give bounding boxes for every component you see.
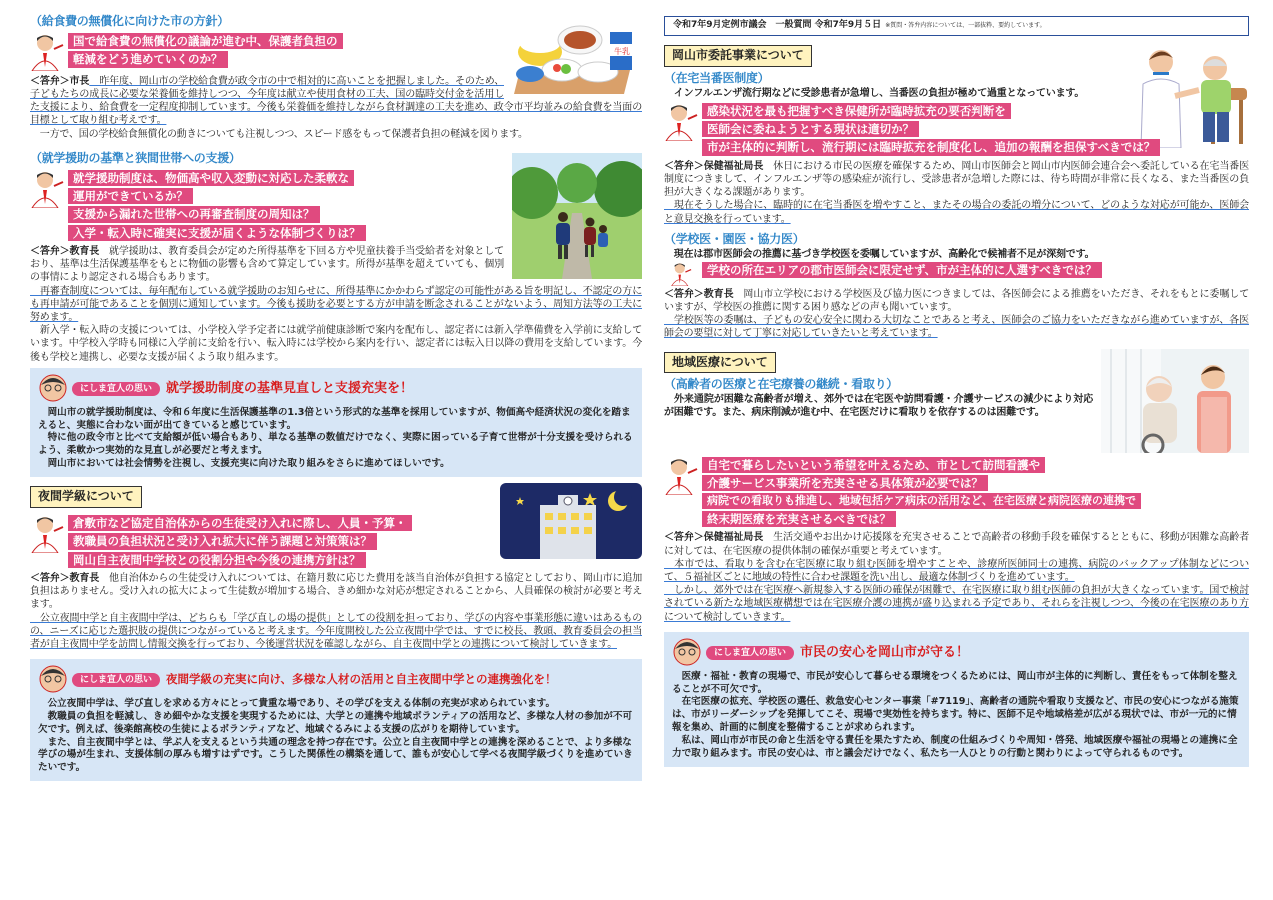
question-text: 医師会に委ねようとする現状は適切か？	[702, 121, 919, 137]
councilor-opinion-box	[30, 368, 642, 477]
opinion-label: にしま宣人の思い	[72, 382, 160, 396]
opinion-paragraph: 岡山市においては社会情勢を注視し、支援充実に向けた取り組みをさらに進めてほしいです。	[38, 458, 450, 470]
answer-text	[664, 288, 1249, 341]
answer-paragraph: 本市では、看取りを含む在宅医療に取り組む医師を増やすことや、診療所医師同士の連携、病院のバックアップ体制などについて、５福祉区ごとに地域の特性に合わせ課題を洗い出し、最適な体制づくりを進めています。	[664, 558, 1249, 583]
answer-body: 生活交通やお出かけ応援隊を充実させることで高齢者の移動手段を確保するとともに、移動が困難な高齢者に対しては、在宅医療の提供体制の確保が重要と考えています。	[664, 532, 1249, 557]
opinion-paragraph: 私は、岡山市が市民の命と生活を守る責任を果たすため、制度の仕組みづくりや周知・啓発、地域医療や福祉の現場との連携に全力で取り組みます。市民の安心は、市と議会だけでなく、私たち一人ひとりの行動と関わりによって守られるものです。	[672, 734, 1238, 759]
opinion-title: 就学援助制度の基準見直しと支援充実を！	[166, 381, 414, 397]
opinion-paragraph: 特に他の政令市と比べて支給額が低い場合もあり、単なる基準の数値だけでなく、実際に困っている子育て世帯が十分支援を受けられるよう、柔軟かつ実効的な見直しが必要だと考えます。	[38, 432, 633, 457]
councilor-avatar-icon	[30, 170, 64, 208]
councilor-avatar-icon	[664, 457, 698, 495]
question-text: 国で給食費の無償化の議論が進む中、保護者負担の	[68, 33, 343, 49]
answer-paragraph: しかし、郊外では在宅医療へ新規参入する医師の確保が困難で、在宅医療に取り組む医師の負担が大きくなっています。国で検討されている新たな地域医療構想では在宅医療介護の連携が盛り込まれる予定であり、それらを注視しつつ、今後の在宅医療のあり方について検討していきます。	[664, 585, 1249, 623]
answer-paragraph: 再審査制度については、毎年配布している就学援助のお知らせに、所得基準にかかわらず認定の可能性がある旨を明記し、不認定の方にも再申請が可能であることを個別に通知しています。今後も援助を必要とする方が申請を断念されることがないよう、周知方法等の工夫に努めます。	[30, 285, 642, 324]
answer-text	[30, 572, 642, 651]
answer-label: ＜答弁＞保健福祉局長	[664, 160, 764, 172]
councilor-avatar-icon	[672, 637, 702, 669]
answer-body: 就学援助は、教育委員会が定めた所得基準を下回る方や児童扶養手当受給者を対象としており、基準は生活保護基準をもとに物価の影響も含めて算定しています。所得が基準を超えていても、個別の事情により認定される場合もあります。	[30, 246, 504, 284]
question-block	[664, 262, 1249, 286]
school-aid-section	[30, 151, 642, 364]
section-heading: 岡山市委託事業について	[664, 45, 812, 67]
question-text: 感染状況を最も把握すべき保健所が臨時拡充の要否判断を	[702, 103, 1011, 119]
caregiver-photo	[1101, 349, 1249, 453]
question-text: 終末期医療を充実させるべきでは？	[702, 511, 896, 527]
opinion-paragraph: 公立夜間中学は、学び直しを求める方々にとって貴重な場であり、その学びを支える体制の充実が求められています。	[38, 698, 556, 710]
left-column	[30, 14, 642, 886]
answer-paragraph: 現在そうした場合に、臨時的に在宅当番医を増やすこと、またその場合の委託の増分について、どのような対応が可能か、医師会と意見交換を行っています。	[664, 200, 1249, 225]
councilor-avatar-icon	[30, 515, 64, 553]
answer-paragraph: 公立夜間中学と自主夜間中学は、どちらも「学び直しの場の提供」としての役割を担っており、学びの内容や事業形態に違いはあるものの、ニーズに応じた選択肢の提供につながっていると考えます。今年度開校した公立夜間中学では、すでに校長、教頭、教育委員会の担当者が自主夜間中学を訪問し情報交換を行っており、今後運営状況を確認しながら、自主夜間中学との連携について検討していきます。	[30, 612, 642, 650]
opinion-label: にしま宣人の思い	[72, 673, 160, 687]
answer-body: 他自治体からの生徒受け入れについては、在籍月数に応じた費用を該当自治体が負担する協定としており、岡山市に追加負担はありません。受け入れの拡大によって生徒数が増加する場合、きめ細かな対応が想定されることから、人員確保の検討が必要と考えます。	[30, 572, 642, 611]
section-title: （就学援助の基準と狭間世帯への支援）	[30, 150, 241, 165]
answer-text	[664, 160, 1249, 226]
section-title: （給食費の無償化に向けた市の方針）	[30, 14, 229, 28]
section-title: （高齢者の医療と在宅療養の継続・看取り）	[664, 377, 899, 392]
home-doctor-section	[664, 16, 1249, 226]
question-text: 岡山自主夜間中学校との役割分担や今後の連携方針は？	[68, 552, 366, 568]
question-text: 支援から漏れた世帯への再審査制度の周知は？	[68, 206, 320, 222]
right-column	[664, 14, 1249, 886]
question-block	[664, 103, 1156, 156]
lunch-section	[30, 14, 642, 141]
school-doctor-section	[664, 232, 1249, 341]
answer-label: ＜答弁＞教育長	[30, 572, 100, 584]
question-block	[30, 33, 504, 71]
section-heading: 夜間学級について	[30, 486, 142, 508]
answer-paragraph: 新入学・転入時の支援については、小学校入学予定者には就学前健康診断で案内を配布し、認定者には新入学準備費を入学前に支給しています。中学校入学時も同様に入学前に支給を行い、転入時には学校から案内を行い、認定者には転入日以降の費用を支給しています。今後も学校と連携し、必要な支援が届くよう取り組みます。	[30, 325, 642, 363]
answer-label: ＜答弁＞教育長	[30, 246, 100, 258]
councilor-avatar-icon	[30, 33, 64, 71]
meeting-title: 令和7年9月定例市議会 一般質問 令和7年9月５日	[673, 20, 882, 30]
councilor-avatar-icon	[38, 373, 68, 405]
question-text: 教職員の負担状況と受け入れ拡大に伴う課題と対策策は？	[68, 533, 377, 549]
section-title: （在宅当番医制度）	[664, 70, 770, 85]
question-intro: 現在は郡市医師会の推薦に基づき学校医を委嘱していますが、高齢化で候補者不足が深刻です。	[664, 248, 1095, 260]
councilor-avatar-icon	[664, 103, 698, 141]
answer-label: ＜答弁＞教育長	[664, 288, 734, 300]
question-text: 病院での看取りも推進し、地域包括ケア病床の活用など、在宅医療と病院医療の連携で	[702, 493, 1141, 509]
opinion-title: 市民の安心を岡山市が守る！	[800, 645, 970, 661]
question-block	[664, 457, 1249, 528]
meeting-header	[664, 16, 1249, 36]
opinion-paragraph: また、自主夜間中学とは、学ぶ人を支えるという共通の理念を持つ存在です。公立と自主夜間中学との連携を深めることで、より多様な学びの場が生まれ、支援体制の厚みも増すはずです。こうした関係性の構築を通して、誰もが安心して学べる夜間学級づくりを進めていきたいです。	[38, 736, 633, 774]
regional-medicine-section	[664, 349, 1249, 624]
answer-label: ＜答弁＞市長	[30, 75, 90, 87]
answer-paragraph: 学校医等の委嘱は、子どもの安心安全に関わる大切なことであると考え、医師会のご協力をいただきながら進めていますが、各医師会の要望に対して丁寧に対応していきたいと考えています。	[664, 315, 1249, 340]
question-text: 運用ができているか？	[68, 188, 193, 204]
question-text: 市が主体的に判断し、流行期には臨時拡充を制度化し、追加の報酬を担保すべきでは？	[702, 139, 1160, 155]
answer-body: 昨年度、岡山市の学校給食費が政令市の中で相対的に高いことを把握しました。そのため、子どもたちの成長に必要な栄養価を維持しつつ、今年度は献立や使用食材の工夫、国の臨時交付金を活用した支援により、給食費を一定程度抑制しています。今後も栄養価を維持しながら食材調達の工夫を進め、政令市平均並みの給食費を当面の目標として取り組む考えです。	[30, 75, 642, 127]
answer-text	[664, 531, 1249, 623]
question-intro: 外来通院が困難な高齢者が増え、郊外では在宅医や訪問看護・介護サービスの減少により対応が困難です。また、病床削減が進む中、在宅医だけに看取りを依存するのは困難です。	[664, 394, 1093, 419]
meeting-note: ※質問・答弁内容については、一部抜粋、要約しています。	[885, 22, 1046, 29]
question-text: 自宅で暮らしたいという希望を叶えるため、市として訪問看護や	[702, 457, 1045, 473]
night-school-section	[30, 483, 642, 651]
question-text: 就学援助制度は、物価高や収入変動に対応した柔軟な	[68, 170, 354, 186]
answer-paragraph: 一方で、国の学校給食無償化の動きについても注視しつつ、スピード感をもって保護者負担の軽減を図ります。	[30, 128, 528, 140]
opinion-paragraph: 在宅医療の拡充、学校医の選任、救急安心センター事業「#7119」、高齢者の通院や看取り支援など、市民の安心につながる施策は、市がリーダーシップを発揮してこそ、現場で実効性を持ちます。特に、医師不足や地域格差が広がる現状では、市が一元的に情報を集め、計画的に制度を整備することが求められます。	[672, 696, 1239, 734]
lunch-tray-icon	[512, 14, 642, 96]
question-block	[30, 515, 492, 568]
opinion-label: にしま宣人の思い	[706, 646, 794, 660]
councilor-avatar-icon	[664, 262, 698, 286]
question-text: 倉敷市など協定自治体からの生徒受け入れに際し、人員・予算・	[68, 515, 412, 531]
answer-body: 休日における市民の医療を確保するため、岡山市医師会と岡山市内医師会連合会へ委託している在宅当番医制度につきまして、インフルエンザ等の感染症が流行し、受診患者が急増した際には、待ち時間が非常に長くなる、また当番医の負担が大きくなる課題があります。	[664, 160, 1249, 199]
question-block	[30, 170, 504, 242]
opinion-paragraph: 教職員の負担を軽減し、きめ細やかな支援を実現するためには、大学との連携や地域ボランティアの活用など、多様な人材の参加が不可欠です。例えば、後楽館高校の生徒によるボランティアなど、地域ぐるみによる支援の広がりを期待しています。	[38, 710, 633, 735]
question-text: 学校の所在エリアの郡市医師会に限定せず、市が主体的に人選すべきでは？	[702, 262, 1102, 278]
opinion-paragraph: 岡山市の就学援助制度は、令和６年度に生活保護基準の1.3倍という形式的な基準を採用していますが、物価高や経済状況の変化を踏まえると、実態に合わない面が出てきていると感じています。	[38, 406, 631, 431]
councilor-avatar-icon	[38, 664, 68, 696]
question-text: 介護サービス事業所を充実させる具体策が必要では？	[702, 475, 988, 491]
svg-text:牛乳: 牛乳	[614, 47, 630, 56]
question-text: 軽減をどう進めていくのか？	[68, 51, 228, 67]
section-heading: 地域医療について	[664, 352, 776, 374]
children-walking-photo	[512, 153, 642, 279]
councilor-opinion-box	[30, 659, 642, 781]
answer-body: 岡山市立学校における学校医及び協力医につきましては、各医師会による推薦をいただき、それをもとに委嘱していますが、学校医の推薦に関する困り感などの声も聞いています。	[664, 288, 1249, 313]
councilor-opinion-box	[664, 632, 1249, 767]
question-intro: インフルエンザ流行期などに受診患者が急増し、当番医の負担が極めて過重となっています。	[664, 87, 1085, 99]
answer-label: ＜答弁＞保健福祉局長	[664, 532, 764, 544]
opinion-paragraph: 医療・福祉・教育の現場で、市民が安心して暮らせる環境をつくるためには、岡山市が主体的に判断し、責任をもって体制を整えることが不可欠です。	[672, 670, 1238, 695]
section-title: （学校医・園医・協力医）	[664, 231, 805, 246]
question-text: 入学・転入時に確実に支援が届くような体制づくりは？	[68, 225, 366, 241]
night-school-icon	[500, 483, 642, 559]
opinion-title: 夜間学級の充実に向け、多様な人材の活用と自主夜間中学との連携強化を！	[166, 672, 557, 687]
